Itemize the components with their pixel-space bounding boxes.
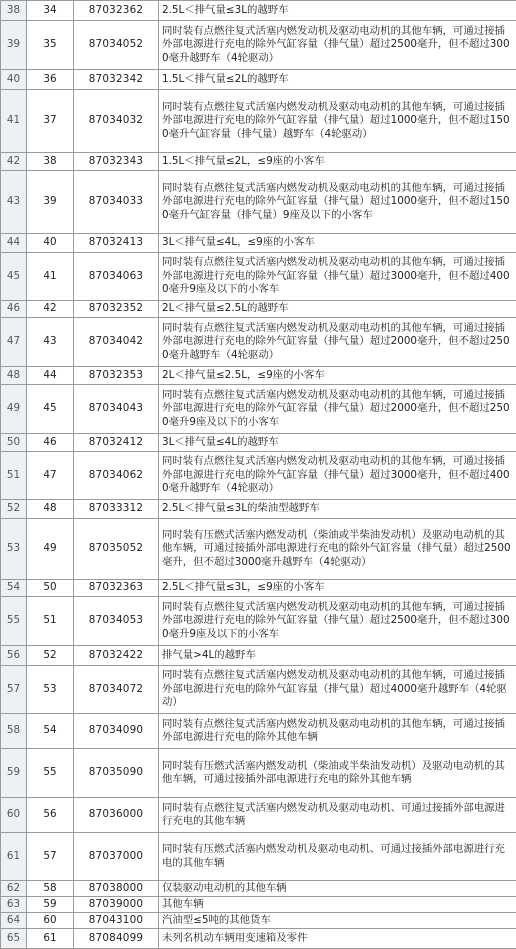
table-body	[1, 1, 516, 949]
description-cell[interactable]: 同时装有点燃往复式活塞内燃发动机及驱动电动机的其他车辆，可通过接插外部电源进行充电的除外气缸容量（排气量）超过3000毫升，但不超过4000毫升9座及以下的小客车	[159, 253, 516, 301]
item-number-cell[interactable]: 58	[27, 881, 74, 897]
row-number-cell[interactable]: 40	[1, 70, 27, 90]
item-number-cell[interactable]: 55	[27, 749, 74, 798]
row-number-cell[interactable]: 62	[1, 881, 27, 897]
description-cell[interactable]: 同时装有点燃往复式活塞内燃发动机及驱动电动机的其他车辆，可通过接插外部电源进行充电的除外气缸容量（排气量）超过3000毫升，但不超过4000毫升越野车（4轮驱动）	[159, 452, 516, 500]
tariff-code-cell[interactable]: 87032422	[74, 646, 159, 666]
row-number-cell[interactable]: 58	[1, 714, 27, 749]
row-number-cell[interactable]: 42	[1, 153, 27, 171]
item-number-cell[interactable]: 44	[27, 367, 74, 385]
tariff-code-cell[interactable]: 87034072	[74, 666, 159, 714]
row-number-cell[interactable]: 61	[1, 833, 27, 881]
item-number-cell[interactable]: 50	[27, 580, 74, 597]
description-cell[interactable]: 2L＜排气量≤2.5L，≤9座的小客车	[159, 367, 516, 385]
row-number-cell[interactable]: 64	[1, 913, 27, 929]
tariff-code-cell[interactable]: 87032363	[74, 580, 159, 597]
row-number-cell[interactable]: 44	[1, 234, 27, 253]
table-row[interactable]	[1, 153, 516, 171]
item-number-cell[interactable]: 59	[27, 897, 74, 913]
table-row[interactable]	[1, 646, 516, 666]
row-number-cell[interactable]: 39	[1, 21, 27, 70]
row-number-cell[interactable]: 53	[1, 519, 27, 580]
tariff-code-cell[interactable]: 87035052	[74, 519, 159, 580]
item-number-cell[interactable]: 38	[27, 153, 74, 171]
description-cell[interactable]: 1.5L＜排气量≤2L，≤9座的小客车	[159, 153, 516, 171]
row-number-cell[interactable]: 52	[1, 500, 27, 519]
table-row[interactable]	[1, 253, 516, 301]
row-number-cell[interactable]: 54	[1, 580, 27, 597]
tariff-code-cell[interactable]: 87034052	[74, 21, 159, 70]
row-number-cell[interactable]: 59	[1, 749, 27, 798]
row-number-cell[interactable]: 38	[1, 1, 27, 21]
tariff-code-cell[interactable]: 87034062	[74, 452, 159, 500]
table-row[interactable]	[1, 881, 516, 897]
description-cell[interactable]: 同时装有点燃往复式活塞内燃发动机及驱动电动机的其他车辆，可通过接插外部电源进行充电的除外气缸容量（排气量）超过2000毫升，但不超过2500毫升9座及以下的小客车	[159, 385, 516, 434]
tariff-code-cell[interactable]: 87039000	[74, 897, 159, 913]
description-cell[interactable]: 排气量>4L的越野车	[159, 646, 516, 666]
table-row[interactable]	[1, 1, 516, 21]
item-number-cell[interactable]: 45	[27, 385, 74, 434]
table-row[interactable]	[1, 929, 516, 949]
description-cell[interactable]: 同时装有点燃往复式活塞内燃发动机及驱动电动机的其他车辆，可通过接插外部电源进行充电的除外其他车辆	[159, 714, 516, 749]
table-row[interactable]	[1, 452, 516, 500]
table-row[interactable]	[1, 897, 516, 913]
table-row[interactable]	[1, 597, 516, 646]
item-number-cell[interactable]: 53	[27, 666, 74, 714]
row-number-cell[interactable]: 56	[1, 646, 27, 666]
tariff-code-cell[interactable]: 87034090	[74, 714, 159, 749]
row-number-cell[interactable]: 57	[1, 666, 27, 714]
item-number-cell[interactable]: 49	[27, 519, 74, 580]
tariff-code-cell[interactable]: 87034033	[74, 171, 159, 234]
table-row[interactable]	[1, 318, 516, 367]
tariff-code-cell[interactable]: 87038000	[74, 881, 159, 897]
table-row[interactable]	[1, 714, 516, 749]
tariff-code-cell[interactable]: 87037000	[74, 833, 159, 881]
item-number-cell[interactable]: 52	[27, 646, 74, 666]
description-cell[interactable]: 同时装有压燃式活塞内燃发动机（柴油或半柴油发动机）及驱动电动机的其他车辆，可通过接插外部电源进行充电的除外其他车辆	[159, 749, 516, 798]
table-row[interactable]	[1, 171, 516, 234]
row-number-cell[interactable]: 60	[1, 798, 27, 833]
item-number-cell[interactable]: 40	[27, 234, 74, 253]
description-cell[interactable]: 同时装有点燃往复式活塞内燃发动机及驱动电动机的其他车辆，可通过接插外部电源进行充电的除外气缸容量（排气量）超过2500毫升，但不超过3000毫升9座及以下的小客车	[159, 597, 516, 646]
description-cell[interactable]: 同时装有点燃往复式活塞内燃发动机及驱动电动机、可通过接插外部电源进行充电的其他车辆	[159, 798, 516, 833]
description-cell[interactable]: 3L＜排气量≤4L的越野车	[159, 434, 516, 452]
description-cell[interactable]: 同时装有点燃往复式活塞内燃发动机及驱动电动机的其他车辆，可通过接插外部电源进行充电的除外气缸容量（排气量）超过1000毫升，但不超过1500毫升气缸容量（排气量）越野车（4轮驱动）	[159, 90, 516, 153]
table-row[interactable]	[1, 70, 516, 90]
item-number-cell[interactable]: 61	[27, 929, 74, 949]
tariff-code-cell[interactable]: 87034042	[74, 318, 159, 367]
description-cell[interactable]: 同时装有压燃式活塞内燃发动机（柴油或半柴油发动机）及驱动电动机的其他车辆，可通过接插外部电源进行充电的除外气缸容量（排气量）超过2500毫升，但不超过3000毫升越野车（4轮驱动）	[159, 519, 516, 580]
description-cell[interactable]: 仅装驱动电动机的其他车辆	[159, 881, 516, 897]
tariff-code-cell[interactable]: 87032342	[74, 70, 159, 90]
item-number-cell[interactable]: 57	[27, 833, 74, 881]
row-number-cell[interactable]: 50	[1, 434, 27, 452]
row-number-cell[interactable]: 51	[1, 452, 27, 500]
tariff-code-cell[interactable]: 87033312	[74, 500, 159, 519]
row-number-cell[interactable]: 63	[1, 897, 27, 913]
item-number-cell[interactable]: 41	[27, 253, 74, 301]
description-cell[interactable]: 同时装有点燃往复式活塞内燃发动机及驱动电动机的其他车辆，可通过接插外部电源进行充电的除外气缸容量（排气量）超过2500毫升，但不超过3000毫升越野车（4轮驱动）	[159, 21, 516, 70]
tariff-code-cell[interactable]: 87034063	[74, 253, 159, 301]
description-cell[interactable]: 2L＜排气量≤2.5L的越野车	[159, 301, 516, 318]
tariff-code-cell[interactable]: 87036000	[74, 798, 159, 833]
description-cell[interactable]: 2.5L＜排气量≤3L，≤9座的小客车	[159, 580, 516, 597]
item-number-cell[interactable]: 39	[27, 171, 74, 234]
row-number-cell[interactable]: 41	[1, 90, 27, 153]
tariff-code-cell[interactable]: 87035090	[74, 749, 159, 798]
tariff-code-cell[interactable]: 87032412	[74, 434, 159, 452]
description-cell[interactable]: 同时装有点燃往复式活塞内燃发动机及驱动电动机的其他车辆，可通过接插外部电源进行充电的除外气缸容量（排气量）超过4000毫升越野车（4轮驱动）	[159, 666, 516, 714]
tariff-code-cell[interactable]: 87032343	[74, 153, 159, 171]
row-number-cell[interactable]: 48	[1, 367, 27, 385]
item-number-cell[interactable]: 37	[27, 90, 74, 153]
table-row[interactable]	[1, 666, 516, 714]
tariff-code-cell[interactable]: 87043100	[74, 913, 159, 929]
item-number-cell[interactable]: 46	[27, 434, 74, 452]
table-row[interactable]	[1, 580, 516, 597]
row-number-cell[interactable]: 65	[1, 929, 27, 949]
item-number-cell[interactable]: 51	[27, 597, 74, 646]
item-number-cell[interactable]: 43	[27, 318, 74, 367]
item-number-cell[interactable]: 34	[27, 1, 74, 21]
row-number-cell[interactable]: 47	[1, 318, 27, 367]
row-number-cell[interactable]: 45	[1, 253, 27, 301]
item-number-cell[interactable]: 36	[27, 70, 74, 90]
description-cell[interactable]: 其他车辆	[159, 897, 516, 913]
description-cell[interactable]: 同时装有压燃式活塞内燃发动机及驱动电动机、可通过接插外部电源进行充电的其他车辆	[159, 833, 516, 881]
item-number-cell[interactable]: 35	[27, 21, 74, 70]
table-row[interactable]	[1, 500, 516, 519]
table-row[interactable]	[1, 833, 516, 881]
row-number-cell[interactable]: 43	[1, 171, 27, 234]
tariff-code-cell[interactable]: 87032353	[74, 367, 159, 385]
tariff-code-cell[interactable]: 87034043	[74, 385, 159, 434]
tariff-code-cell[interactable]: 87032362	[74, 1, 159, 21]
item-number-cell[interactable]: 42	[27, 301, 74, 318]
row-number-cell[interactable]: 55	[1, 597, 27, 646]
table-row[interactable]	[1, 519, 516, 580]
table-row[interactable]	[1, 90, 516, 153]
item-number-cell[interactable]: 60	[27, 913, 74, 929]
description-cell[interactable]: 未列名机动车辆用变速箱及零件	[159, 929, 516, 949]
table-row[interactable]	[1, 434, 516, 452]
table-row[interactable]	[1, 798, 516, 833]
row-number-cell[interactable]: 49	[1, 385, 27, 434]
table-row[interactable]	[1, 367, 516, 385]
table-row[interactable]	[1, 913, 516, 929]
item-number-cell[interactable]: 54	[27, 714, 74, 749]
row-number-cell[interactable]: 46	[1, 301, 27, 318]
table-row[interactable]	[1, 21, 516, 70]
description-cell[interactable]: 同时装有点燃往复式活塞内燃发动机及驱动电动机的其他车辆，可通过接插外部电源进行充电的除外气缸容量（排气量）超过1000毫升，但不超过1500毫升气缸容量（排气量）9座及以下的小客车	[159, 171, 516, 234]
description-cell[interactable]: 3L＜排气量≤4L，≤9座的小客车	[159, 234, 516, 253]
tariff-code-cell[interactable]: 87032352	[74, 301, 159, 318]
item-number-cell[interactable]: 48	[27, 500, 74, 519]
description-cell[interactable]: 2.5L＜排气量≤3L的越野车	[159, 1, 516, 21]
description-cell[interactable]: 汽油型≤5吨的其他货车	[159, 913, 516, 929]
tariff-code-cell[interactable]: 87032413	[74, 234, 159, 253]
table-row[interactable]	[1, 234, 516, 253]
description-cell[interactable]: 1.5L＜排气量≤2L的越野车	[159, 70, 516, 90]
table-row[interactable]	[1, 385, 516, 434]
item-number-cell[interactable]: 56	[27, 798, 74, 833]
tariff-code-cell[interactable]: 87034032	[74, 90, 159, 153]
table-row[interactable]	[1, 301, 516, 318]
tariff-code-cell[interactable]: 87034053	[74, 597, 159, 646]
item-number-cell[interactable]: 47	[27, 452, 74, 500]
table-row[interactable]	[1, 749, 516, 798]
description-cell[interactable]: 2.5L＜排气量≤3L的柴油型越野车	[159, 500, 516, 519]
description-cell[interactable]: 同时装有点燃往复式活塞内燃发动机及驱动电动机的其他车辆，可通过接插外部电源进行充电的除外气缸容量（排气量）超过2000毫升，但不超过2500毫升越野车（4轮驱动）	[159, 318, 516, 367]
tariff-code-cell[interactable]: 87084099	[74, 929, 159, 949]
